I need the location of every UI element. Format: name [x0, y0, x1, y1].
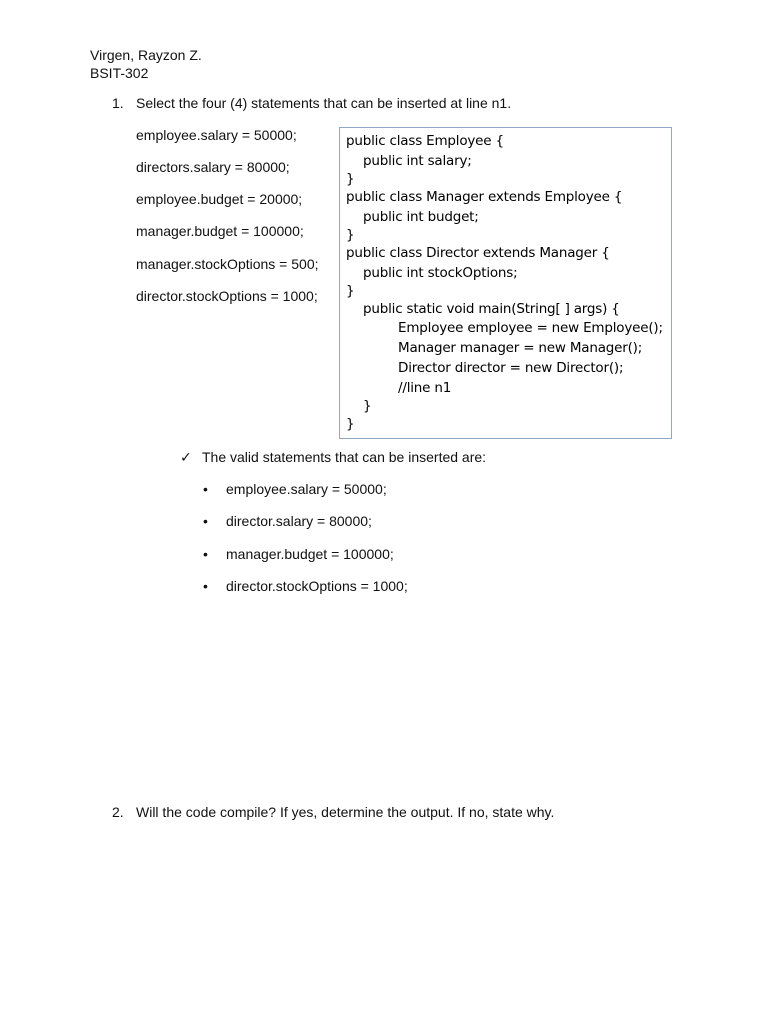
- code-line: public static void main(String[ ] args) {: [363, 301, 620, 317]
- code-line: public int stockOptions;: [363, 265, 518, 281]
- answer-text: director.stockOptions = 1000;: [226, 578, 408, 594]
- code-snippet-box: [339, 127, 672, 439]
- bullet-icon: •: [203, 546, 208, 562]
- code-line: public int budget;: [363, 209, 479, 225]
- answer-intro-text: The valid statements that can be inserted are:: [202, 449, 487, 465]
- answer-text: employee.salary = 50000;: [226, 481, 387, 497]
- question-2-text: Will the code compile? If yes, determine the output. If no, state why.: [136, 804, 555, 820]
- answer-item: [203, 578, 408, 594]
- answer-item: [203, 481, 387, 497]
- option-5: manager.stockOptions = 500;: [136, 256, 319, 272]
- answer-item: [203, 513, 372, 529]
- answer-text: manager.budget = 100000;: [226, 546, 394, 562]
- code-line: public int salary;: [363, 153, 472, 169]
- answer-text: director.salary = 80000;: [226, 513, 372, 529]
- code-line: //line n1: [398, 380, 452, 396]
- code-line: Employee employee = new Employee();: [398, 320, 663, 336]
- bullet-icon: •: [203, 513, 208, 529]
- option-1: employee.salary = 50000;: [136, 127, 297, 143]
- code-line: }: [346, 227, 355, 243]
- answer-item: [203, 546, 394, 562]
- bullet-icon: •: [203, 578, 208, 594]
- code-line: public class Employee {: [346, 133, 504, 149]
- question-2-number: 2.: [112, 804, 124, 820]
- student-name: Virgen, Rayzon Z.: [90, 47, 202, 63]
- answer-intro: [180, 449, 486, 466]
- option-6: director.stockOptions = 1000;: [136, 288, 318, 304]
- code-line: }: [363, 398, 372, 414]
- option-3: employee.budget = 20000;: [136, 191, 303, 207]
- option-4: manager.budget = 100000;: [136, 223, 304, 239]
- question-1-text: Select the four (4) statements that can be inserted at line n1.: [136, 95, 512, 111]
- code-line: }: [346, 283, 355, 299]
- option-2: directors.salary = 80000;: [136, 159, 290, 175]
- code-line: }: [346, 416, 355, 432]
- code-line: Director director = new Director();: [398, 360, 624, 376]
- code-line: public class Manager extends Employee {: [346, 189, 623, 205]
- code-line: Manager manager = new Manager();: [398, 340, 643, 356]
- question-1-number: 1.: [112, 95, 124, 111]
- code-line: }: [346, 171, 355, 187]
- bullet-icon: •: [203, 481, 208, 497]
- student-section: BSIT-302: [90, 65, 149, 81]
- code-line: public class Director extends Manager {: [346, 245, 610, 261]
- checkmark-icon: ✓: [180, 449, 192, 465]
